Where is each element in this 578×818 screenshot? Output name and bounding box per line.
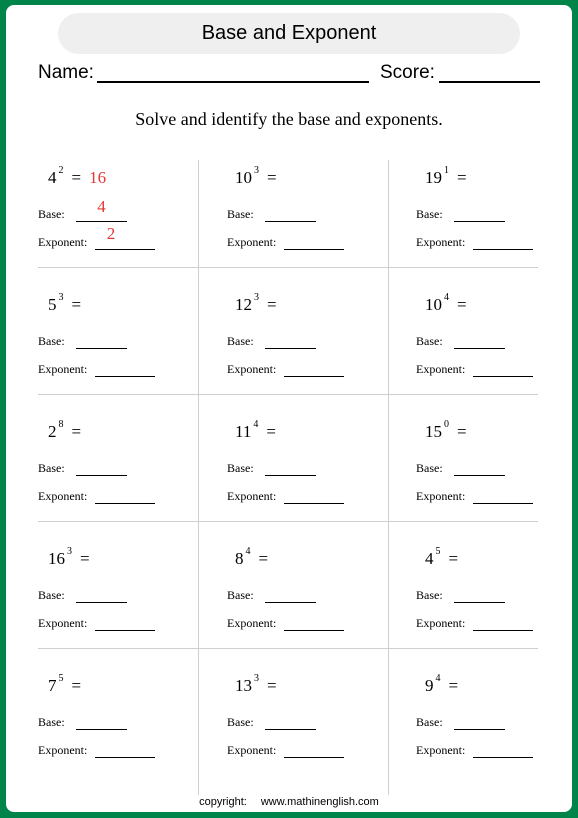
base-answer-blank[interactable] [265, 602, 316, 603]
expression-base: 19 [425, 168, 442, 187]
base-answer-text: 4 [97, 197, 106, 216]
equals-sign: = [457, 422, 467, 441]
exponent-answer-blank[interactable] [95, 376, 155, 377]
instruction-text: Solve and identify the base and exponents. [135, 109, 443, 129]
exponent-answer-blank[interactable] [473, 757, 533, 758]
expression-exponent: 3 [67, 546, 72, 557]
expression-exponent: 5 [58, 673, 64, 684]
exponent-label: Exponent: [227, 362, 277, 376]
exponent-answer-blank[interactable] [284, 376, 344, 377]
exponent-answer-text: 2 [106, 224, 116, 243]
expression-base: 10 [235, 168, 252, 187]
exponent-label: Exponent: [416, 616, 466, 630]
problem-cell [227, 663, 393, 790]
worksheet [6, 5, 572, 812]
power-expression [425, 546, 459, 569]
name-score-row [38, 62, 548, 90]
power-expression [425, 292, 467, 315]
power-expression [48, 546, 90, 569]
equals-sign: = [71, 295, 82, 314]
problem-cell [38, 409, 204, 536]
problem-cell [416, 536, 572, 663]
expression-exponent: 3 [254, 673, 259, 684]
base-label: Base: [227, 715, 254, 729]
expression-base: 10 [425, 295, 442, 314]
base-label: Base: [416, 461, 443, 475]
expression-exponent: 8 [58, 419, 64, 430]
exponent-label: Exponent: [227, 743, 277, 757]
expression-answer: 16 [89, 168, 107, 187]
base-answer-blank[interactable] [76, 729, 127, 730]
expression-exponent: 3 [254, 292, 259, 303]
exponent-label: Exponent: [416, 489, 466, 503]
base-label: Base: [38, 334, 65, 348]
expression-base: 11 [235, 422, 252, 441]
problem-cell [416, 663, 572, 790]
exponent-answer-blank[interactable] [95, 249, 155, 250]
base-answer-blank[interactable] [265, 348, 316, 349]
copyright-label: copyright: [199, 796, 247, 808]
equals-sign: = [80, 549, 90, 568]
expression-exponent: 3 [58, 292, 64, 303]
expression-base: 15 [425, 422, 442, 441]
expression-base: 16 [48, 549, 65, 568]
base-label: Base: [227, 588, 254, 602]
problem-cell [38, 155, 204, 282]
power-expression [235, 292, 277, 315]
base-label: Base: [416, 334, 443, 348]
expression-base: 4 [425, 549, 434, 568]
exponent-label: Exponent: [416, 743, 466, 757]
exponent-answer-blank[interactable] [95, 503, 155, 504]
name-blank[interactable] [97, 81, 369, 83]
problem-cell [227, 155, 393, 282]
power-expression [235, 673, 277, 696]
score-label: Score: [380, 62, 435, 83]
exponent-label: Exponent: [416, 362, 466, 376]
expression-exponent: 1 [444, 165, 449, 176]
exponent-answer-blank[interactable] [473, 249, 533, 250]
base-label: Base: [416, 588, 443, 602]
base-answer-blank[interactable] [76, 475, 127, 476]
power-expression [48, 165, 107, 188]
equals-sign: = [266, 422, 276, 441]
expression-exponent: 4 [253, 419, 259, 430]
exponent-label: Exponent: [38, 489, 88, 503]
problem-cell [227, 536, 393, 663]
base-label: Base: [227, 461, 254, 475]
power-expression [48, 419, 82, 442]
score-blank[interactable] [439, 81, 540, 83]
worksheet-title: Base and Exponent [58, 13, 520, 54]
exponent-answer-blank[interactable] [473, 376, 533, 377]
problem-grid [38, 160, 538, 795]
power-expression [235, 165, 277, 188]
equals-sign: = [457, 295, 467, 314]
expression-base: 7 [48, 676, 57, 695]
expression-base: 13 [235, 676, 252, 695]
expression-base: 9 [425, 676, 434, 695]
expression-base: 12 [235, 295, 252, 314]
exponent-answer-blank[interactable] [284, 249, 344, 250]
equals-sign: = [457, 168, 467, 187]
problem-cell [38, 282, 204, 409]
exponent-answer-blank[interactable] [284, 630, 344, 631]
equals-sign: = [71, 422, 82, 441]
base-answer-blank[interactable] [454, 729, 505, 730]
expression-exponent: 4 [435, 673, 441, 684]
exponent-answer-blank[interactable] [473, 503, 533, 504]
base-label: Base: [227, 207, 254, 221]
base-label: Base: [38, 588, 65, 602]
name-label: Name: [38, 62, 94, 83]
exponent-answer-blank[interactable] [284, 757, 344, 758]
equals-sign: = [258, 549, 269, 568]
expression-exponent: 5 [435, 546, 441, 557]
problem-cell [227, 409, 393, 536]
power-expression [48, 292, 82, 315]
equals-sign: = [267, 168, 277, 187]
exponent-label: Exponent: [227, 235, 277, 249]
exponent-label: Exponent: [38, 362, 88, 376]
problem-cell [38, 663, 204, 790]
exponent-answer-blank[interactable] [95, 630, 155, 631]
exponent-answer-blank[interactable] [473, 630, 533, 631]
power-expression [235, 419, 276, 442]
expression-base: 4 [48, 168, 57, 187]
expression-base: 8 [235, 549, 244, 568]
base-label: Base: [38, 207, 65, 221]
expression-exponent: 0 [444, 419, 449, 430]
problem-cell [416, 409, 572, 536]
equals-sign: = [267, 676, 277, 695]
expression-base: 5 [48, 295, 57, 314]
power-expression [425, 673, 459, 696]
footer [6, 796, 572, 808]
expression-base: 2 [48, 422, 57, 441]
base-answer-blank[interactable] [265, 729, 316, 730]
expression-exponent: 4 [245, 546, 251, 557]
base-answer-blank[interactable] [76, 221, 127, 222]
expression-exponent: 2 [58, 165, 64, 176]
base-label: Base: [416, 715, 443, 729]
base-answer-blank[interactable] [454, 221, 505, 222]
problem-cell [227, 282, 393, 409]
expression-exponent: 3 [254, 165, 259, 176]
base-answer-blank[interactable] [265, 221, 316, 222]
equals-sign: = [448, 549, 459, 568]
problem-cell [416, 155, 572, 282]
exponent-label: Exponent: [227, 489, 277, 503]
exponent-label: Exponent: [227, 616, 277, 630]
base-label: Base: [416, 207, 443, 221]
equals-sign: = [267, 295, 277, 314]
equals-sign: = [71, 168, 82, 187]
power-expression [235, 546, 269, 569]
power-expression [425, 165, 467, 188]
problem-cell [38, 536, 204, 663]
exponent-label: Exponent: [38, 743, 88, 757]
base-answer-blank[interactable] [454, 348, 505, 349]
base-label: Base: [38, 461, 65, 475]
base-answer-blank[interactable] [454, 475, 505, 476]
exponent-label: Exponent: [416, 235, 466, 249]
exponent-answer-blank[interactable] [284, 503, 344, 504]
base-answer-blank[interactable] [454, 602, 505, 603]
exponent-label: Exponent: [38, 616, 88, 630]
base-answer-blank[interactable] [76, 602, 127, 603]
expression-exponent: 4 [444, 292, 449, 303]
problem-cell [416, 282, 572, 409]
base-answer-blank[interactable] [76, 348, 127, 349]
power-expression [425, 419, 467, 442]
equals-sign: = [71, 676, 82, 695]
base-label: Base: [227, 334, 254, 348]
footer-url: www.mathinenglish.com [260, 796, 379, 808]
power-expression [48, 673, 82, 696]
equals-sign: = [448, 676, 459, 695]
exponent-answer-blank[interactable] [95, 757, 155, 758]
exponent-label: Exponent: [38, 235, 88, 249]
base-label: Base: [38, 715, 65, 729]
base-answer-blank[interactable] [265, 475, 316, 476]
